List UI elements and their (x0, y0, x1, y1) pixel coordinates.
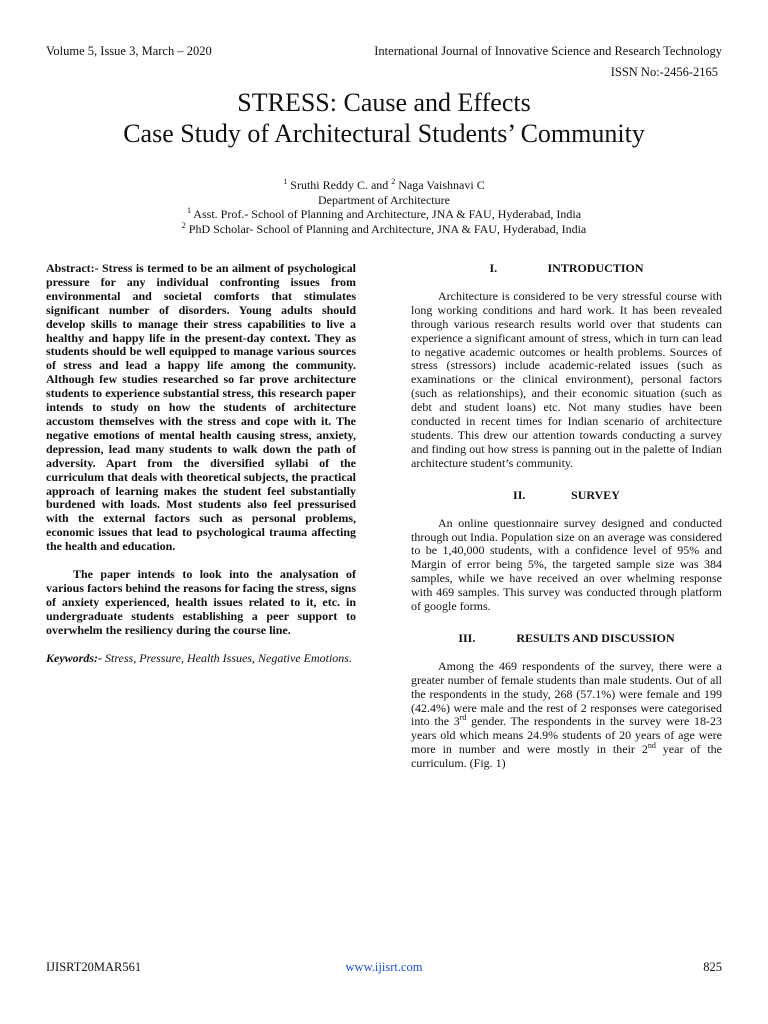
keywords (46, 652, 356, 666)
section-title: SURVEY (571, 487, 620, 502)
ordinal-suffix-nd: nd (647, 741, 656, 751)
results-text-c: year of the curriculum. (Fig. 1) (411, 742, 722, 771)
volume-info: Volume 5, Issue 3, March – 2020 (46, 44, 212, 58)
journal-name: International Journal of Innovative Science and Research Technology (374, 44, 722, 58)
abstract-paragraph-1: Abstract:- Stress is termed to be an ailment of psychological pressure for any individual confronting issues from environmental and societal comforts that stimulates significant number of disorders. Young adults should develop skills to manage their stress capabilities to live a healthy and happy life in the present-day context. They as students should be well equipped to manage various sources of stress and lead a happy life among the community. Although few studies researched so far prove architecture students to experience substantial stress, this research paper intends to study on how the students of architecture accustom themselves with the stress and cope with it. The negative emotions of mental health causing stress, anxiety, depression, lead many students to walk down the path of adversity. Apart from the diversified syllabi of the curriculum that deals with theoretical subjects, the practical approach of learning makes the student feel substantially burdened with loads. Most students also feel pressurised with the external factors such as personal problems, economic issues that lead to psychological trauma affecting the health and education. (46, 261, 356, 554)
section-heading-results (411, 632, 722, 646)
author-1-marker: 1 (283, 177, 288, 186)
affiliation-2 (0, 222, 768, 237)
page-number: 825 (703, 960, 722, 974)
right-column (411, 262, 722, 771)
keywords-label: Keywords:- (46, 650, 102, 665)
author-2-marker: 2 (391, 177, 396, 186)
author-block (0, 178, 768, 236)
affiliation-1-text: Asst. Prof.- School of Planning and Architecture, JNA & FAU, Hyderabad, India (190, 207, 582, 221)
affiliation-1-marker: 1 (186, 206, 191, 215)
title-line-1: STRESS: Cause and Effects (237, 88, 531, 117)
journal-website-link[interactable]: www.ijisrt.com (345, 960, 423, 974)
section-title: INTRODUCTION (547, 261, 644, 275)
keywords-text: Stress, Pressure, Health Issues, Negative Emotions. (102, 650, 352, 665)
left-column (46, 262, 356, 665)
author-2-name: Naga Vaishnavi C (395, 178, 485, 192)
introduction-paragraph: Architecture is considered to be very stressful course with long working conditions and hard work. It has been revealed through various research results world over that students can experience a significant amount of stress, which in turn can lead to negative academic outcomes or health problems. Sources of stress (stressors) include academic-related issues (such as examinations or the clinical environment), personal factors (such as relationships), and their economic situation (such as debt and student loans) etc. Not many studies have been conducted in recent times for Indian scenario of architecture students. This drew our attention towards conducting a survey and finding out how stress is panning out in the palette of Indian architecture student’s community. (411, 288, 722, 470)
title-line-2: Case Study of Architectural Students’ Community (123, 119, 645, 148)
ordinal-suffix-rd: rd (459, 713, 467, 723)
section-title: RESULTS AND DISCUSSION (516, 630, 675, 645)
issn-number: ISSN No:-2456-2165 (610, 65, 718, 79)
section-heading-introduction (411, 262, 722, 276)
survey-paragraph: An online questionnaire survey designed and conducted through out India. Population size on an average was considered to be 1,40,000 students, with a confidence level of 95% and Margin of error being 5%, the targeted sample size was 384 samples, while we have received an over whelming response with 469 samples. This survey was conducted through platform of google forms. (411, 515, 722, 614)
section-heading-survey (411, 489, 722, 503)
paper-title (0, 88, 768, 150)
author-1-name: Sruthi Reddy C. and (287, 178, 392, 192)
affiliation-2-text: PhD Scholar- School of Planning and Architecture, JNA & FAU, Hyderabad, India (185, 221, 587, 236)
results-text-a: Among the 469 respondents of the survey, there were a greater number of female students than male students. Out of all the respondents in the study, 268 (57.1%) were female and 199 (42.4%) were male and the rest of 2 responses were categorised into the 3 (411, 658, 722, 729)
section-number: III. (458, 630, 476, 645)
department: Department of Architecture (318, 192, 450, 207)
paper-id: IJISRT20MAR561 (46, 960, 142, 974)
section-number: I. (489, 261, 498, 275)
results-text-b: gender. The respondents in the survey were 18-23 years old which means 24.9% students of 20 years of age were more in number and were mostly in their 2 (411, 714, 722, 757)
affiliation-1 (0, 207, 768, 222)
author-names (0, 178, 768, 193)
section-number: II. (513, 487, 526, 502)
results-paragraph (411, 660, 722, 771)
affiliation-2-marker: 2 (181, 220, 186, 230)
abstract-paragraph-2: The paper intends to look into the analysation of various factors behind the reasons for facing the stress, signs of anxiety experienced, health issues related to it, etc. in undergraduate students establishing a peer support to overwhelm the resiliency during the course line. (46, 567, 356, 637)
